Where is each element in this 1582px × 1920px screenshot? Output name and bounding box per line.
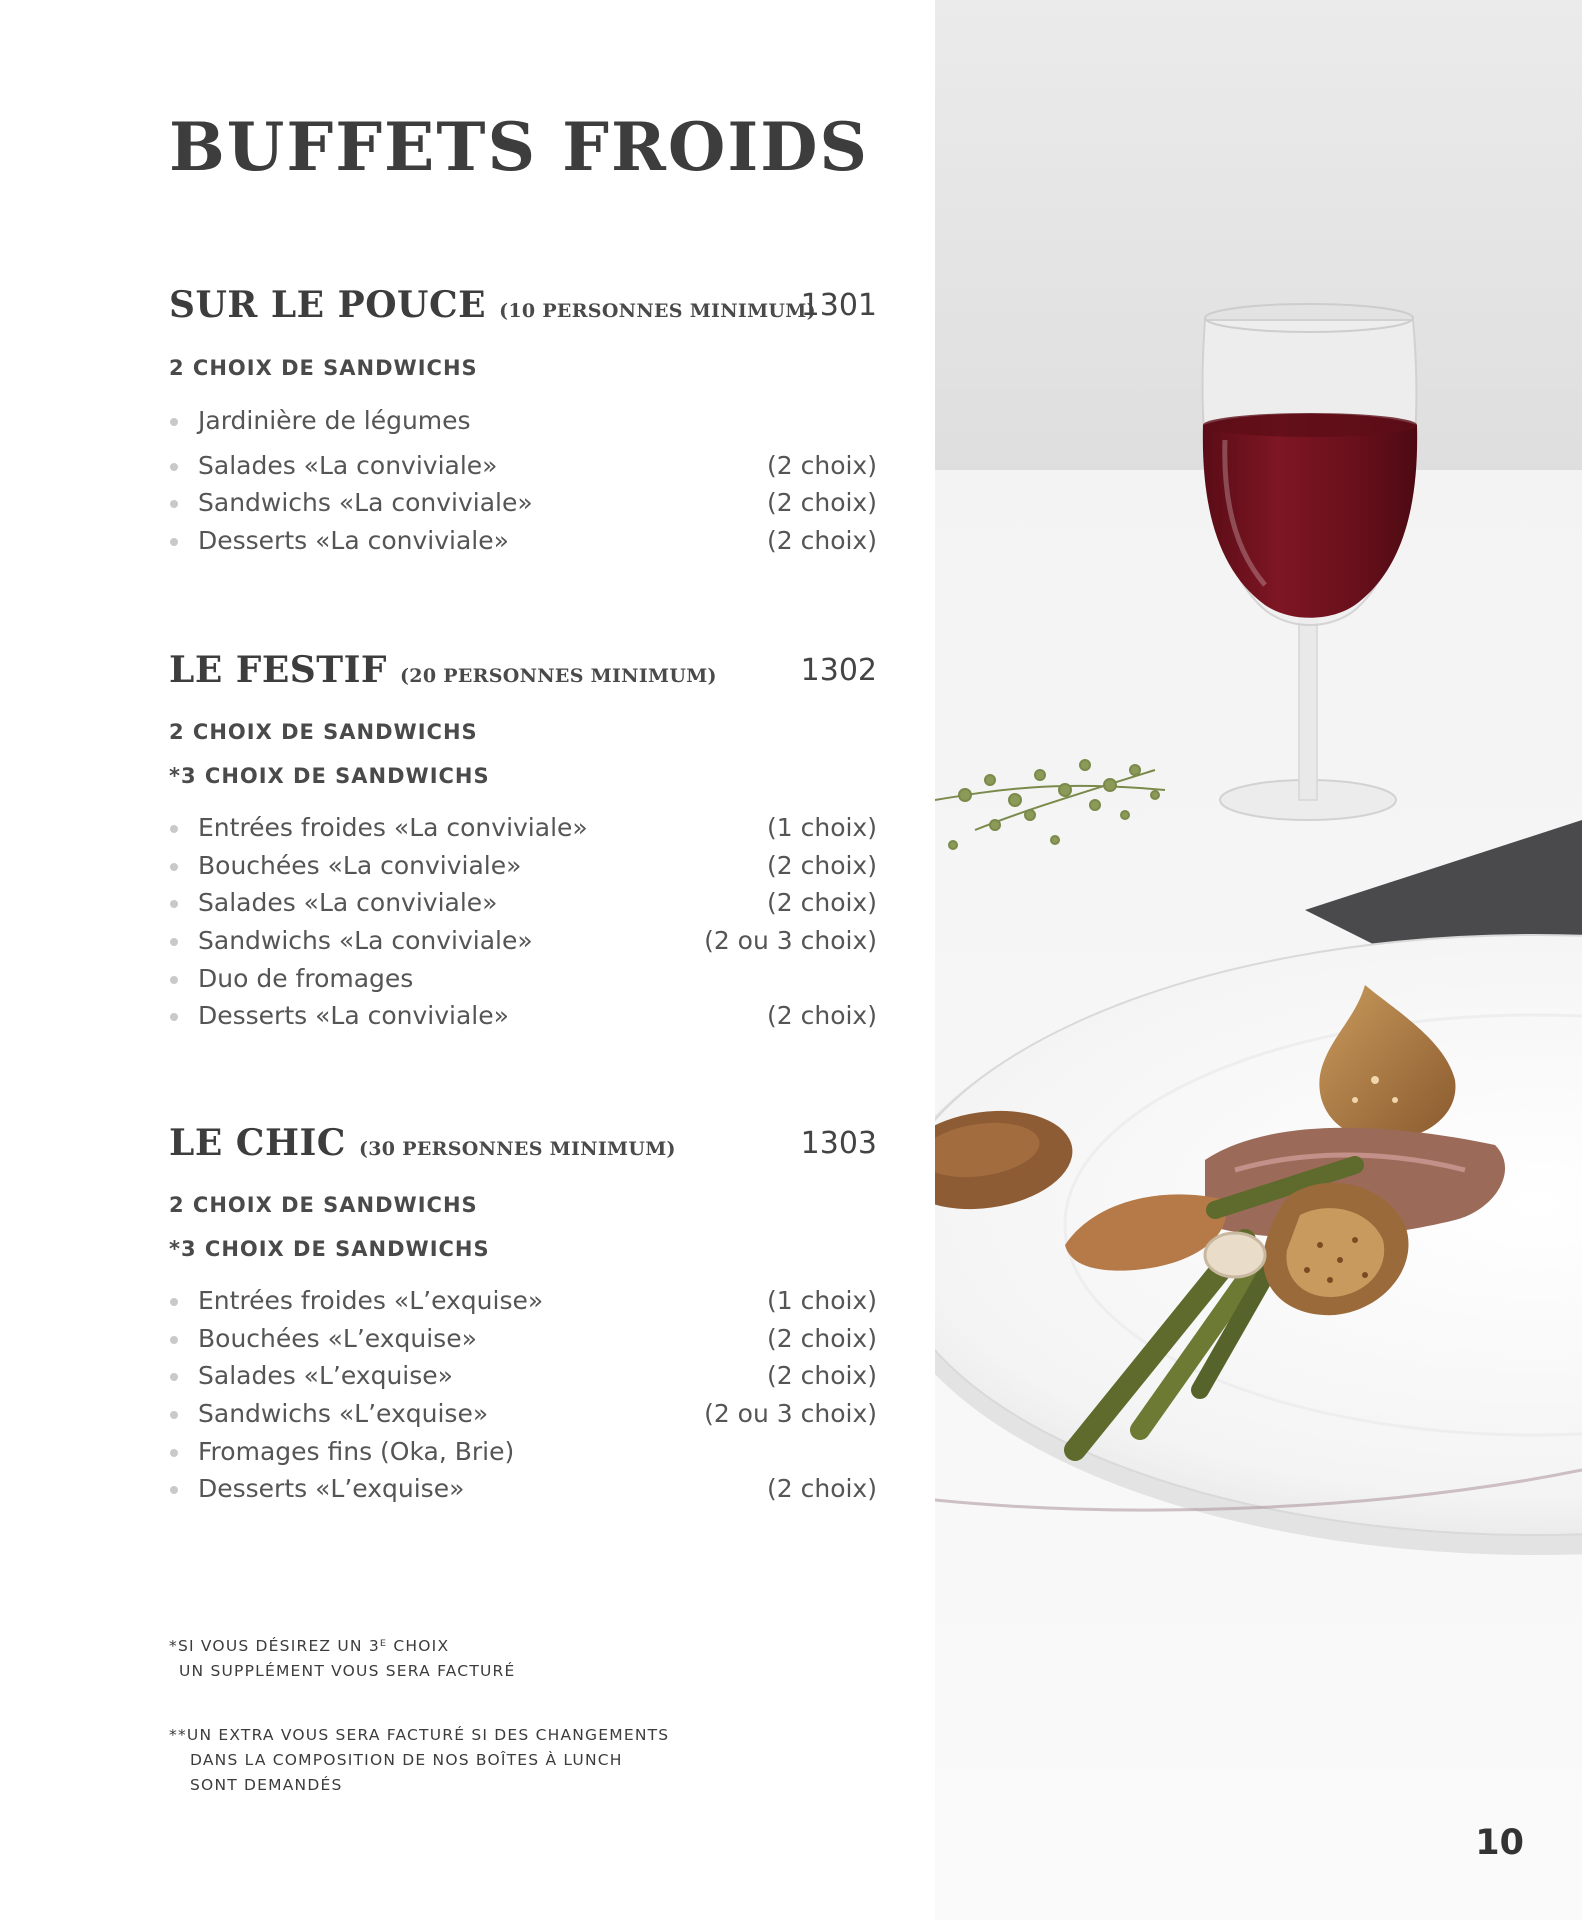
bullet-icon: [170, 418, 178, 426]
footnote-changes: [169, 1723, 809, 1798]
bullet-icon: [170, 938, 178, 946]
item-qty: (1 choix): [767, 1286, 877, 1315]
section-header: [169, 1122, 877, 1172]
list-item: [169, 1357, 877, 1395]
item-label: Bouchées «La conviviale»: [198, 850, 522, 880]
menu-section: [169, 284, 877, 560]
list-item: [169, 1470, 877, 1508]
section-minimum: (20 PERSONNES MINIMUM): [400, 665, 717, 687]
list-item: [169, 522, 877, 560]
item-qty: (2 choix): [767, 1474, 877, 1504]
item-label: Entrées froides «L’exquise»: [198, 1286, 544, 1315]
bullet-icon: [170, 538, 178, 546]
item-label: Bouchées «L’exquise»: [198, 1323, 477, 1353]
item-label: Salades «L’exquise»: [198, 1361, 453, 1391]
section-header: [169, 649, 877, 699]
bullet-icon: [170, 976, 178, 984]
bullet-icon: [170, 463, 178, 471]
bullet-icon: [170, 1336, 178, 1344]
item-list: [169, 1282, 877, 1508]
item-qty: (2 ou 3 choix): [704, 1399, 877, 1429]
bullet-icon: [170, 1298, 178, 1306]
item-qty: (2 choix): [767, 450, 877, 480]
choice-line: 2 CHOIX DE SANDWICHS: [169, 1193, 478, 1217]
choice-line: 2 CHOIX DE SANDWICHS: [169, 720, 478, 744]
choice-line: 2 CHOIX DE SANDWICHS: [169, 356, 478, 380]
item-label: Sandwichs «La conviviale»: [198, 926, 533, 956]
list-item: [169, 402, 877, 440]
page-number: 10: [1475, 1823, 1524, 1863]
item-label: Sandwichs «L’exquise»: [198, 1399, 489, 1429]
item-qty: (1 choix): [767, 813, 877, 842]
section-name: [169, 649, 717, 691]
section-minimum: (10 PERSONNES MINIMUM): [499, 300, 816, 322]
menu-section: [169, 649, 877, 1035]
list-item: [169, 484, 877, 522]
item-label: Fromages fins (Oka, Brie): [198, 1436, 515, 1466]
section-name: [169, 1122, 676, 1164]
item-label: Jardinière de légumes: [198, 406, 471, 435]
footnote-line: UN SUPPLÉMENT VOUS SERA FACTURÉ: [179, 1662, 516, 1680]
bullet-icon: [170, 1411, 178, 1419]
section-minimum: (30 PERSONNES MINIMUM): [359, 1138, 676, 1160]
section-code: 1301: [800, 288, 877, 323]
list-item: [169, 960, 877, 998]
list-item: [169, 1320, 877, 1358]
section-code: 1302: [800, 653, 877, 688]
list-item: [169, 447, 877, 485]
bullet-icon: [170, 825, 178, 833]
footnote-line: *SI VOUS DÉSIREZ UN 3ᴱ CHOIX: [169, 1637, 450, 1655]
menu-section: [169, 1122, 877, 1508]
item-label: Desserts «L’exquise»: [198, 1474, 465, 1504]
list-item: [169, 1282, 877, 1320]
item-qty: (2 choix): [767, 888, 877, 918]
section-header: [169, 284, 877, 334]
bullet-icon: [170, 863, 178, 871]
item-label: Salades «La conviviale»: [198, 888, 498, 918]
page-title: BUFFETS FROIDS: [169, 108, 870, 186]
list-item: [169, 809, 877, 847]
bullet-icon: [170, 1013, 178, 1021]
item-label: Sandwichs «La conviviale»: [198, 488, 533, 518]
bullet-icon: [170, 500, 178, 508]
item-qty: (2 choix): [767, 1361, 877, 1391]
list-item: [169, 922, 877, 960]
list-item: [169, 847, 877, 885]
list-item: [169, 884, 877, 922]
footnote-line: SONT DEMANDÉS: [190, 1776, 343, 1794]
list-item: [169, 1395, 877, 1433]
footnote-extra-choice: [169, 1634, 809, 1684]
bullet-icon: [170, 1486, 178, 1494]
item-label: Salades «La conviviale»: [198, 450, 498, 480]
footnote-line: DANS LA COMPOSITION DE NOS BOÎTES À LUNCH: [190, 1751, 623, 1769]
list-item: [169, 997, 877, 1035]
choice-line: *3 CHOIX DE SANDWICHS: [169, 764, 490, 788]
item-qty: (2 choix): [767, 526, 877, 556]
section-title: LE CHIC: [169, 1122, 346, 1164]
item-list: [169, 809, 877, 1035]
item-list: [169, 402, 877, 560]
section-name: [169, 284, 816, 326]
item-qty: (2 ou 3 choix): [704, 926, 877, 956]
bullet-icon: [170, 1449, 178, 1457]
item-label: Desserts «La conviviale»: [198, 1001, 509, 1031]
item-qty: (2 choix): [767, 488, 877, 518]
item-qty: (2 choix): [767, 1001, 877, 1031]
item-qty: (2 choix): [767, 850, 877, 880]
bullet-icon: [170, 1373, 178, 1381]
item-qty: (2 choix): [767, 1323, 877, 1353]
section-code: 1303: [800, 1126, 877, 1161]
item-label: Duo de fromages: [198, 963, 414, 993]
section-title: LE FESTIF: [169, 649, 387, 691]
item-label: Desserts «La conviviale»: [198, 526, 509, 556]
food-photo: [935, 0, 1582, 1920]
list-item: [169, 1433, 877, 1471]
section-title: SUR LE POUCE: [169, 284, 487, 326]
choice-line: *3 CHOIX DE SANDWICHS: [169, 1237, 490, 1261]
bullet-icon: [170, 900, 178, 908]
item-label: Entrées froides «La conviviale»: [198, 813, 588, 842]
footnote-line: **UN EXTRA VOUS SERA FACTURÉ SI DES CHANGEMENTS: [169, 1726, 670, 1744]
